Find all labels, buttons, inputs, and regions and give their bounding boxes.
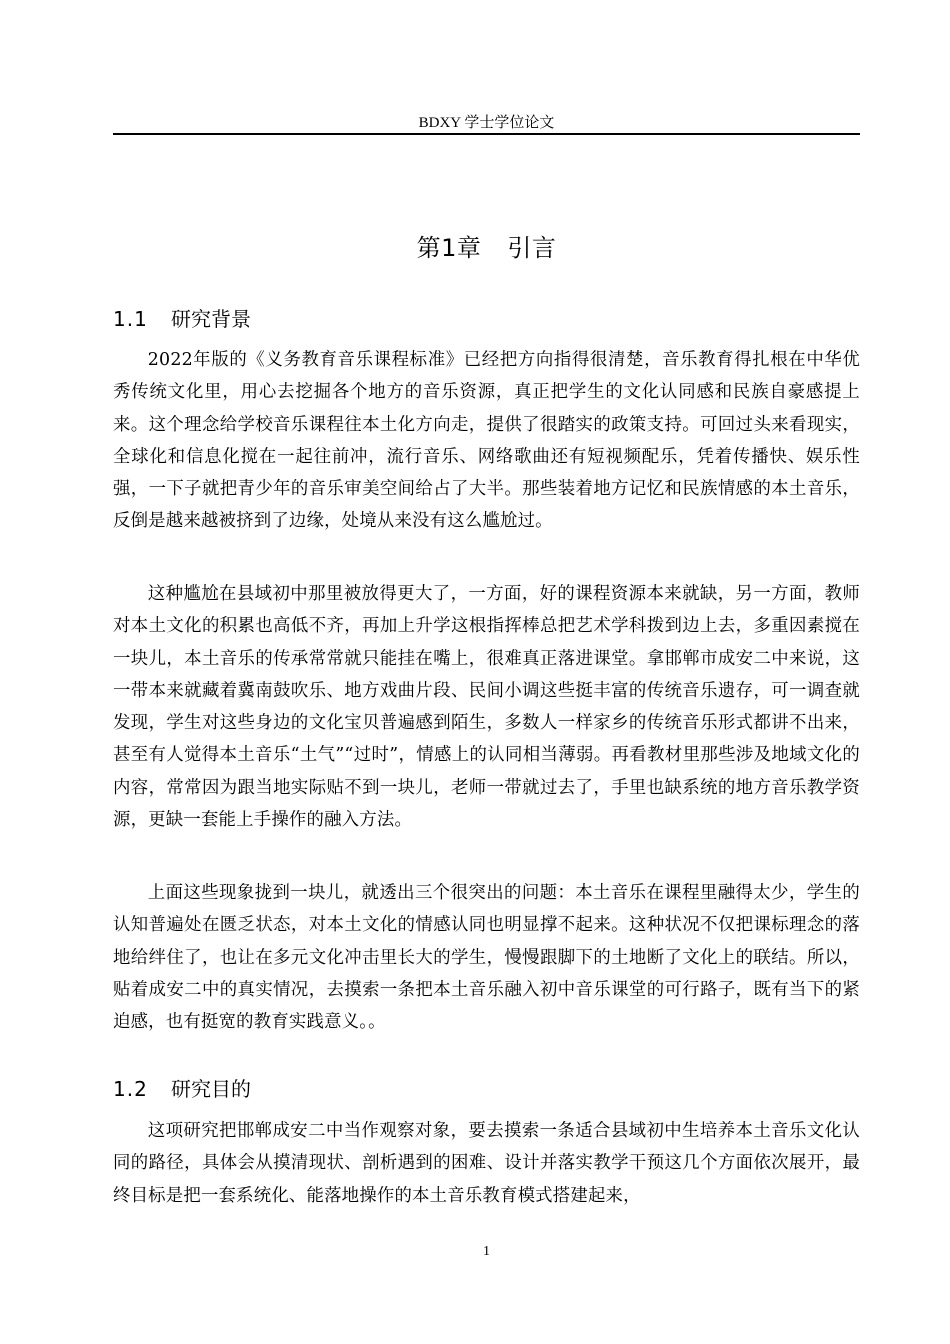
paragraph: 2022年版的《义务教育音乐课程标准》已经把方向指得很清楚，音乐教育得扎根在中华优秀传统文化里，用心去挖掘各个地方的音乐资源，真正把学生的文化认同感和民族自豪感提上来。这个理念给学校音乐课程往本土化方向走，提供了很踏实的政策支持。可回过头来看现实，全球化和信息化搅在一起往前冲，流行音乐、网络歌曲还有短视频配乐，凭着传播快、娱乐性强，一下子就把青少年的音乐审美空间给占了大半。那些装着地方记忆和民族情感的本土音乐，反倒是越来越被挤到了边缘，处境从来没有这么尴尬过。 [113,350,860,532]
section-heading-1-2 [113,1075,860,1103]
section-heading-1-1 [113,305,860,333]
running-header: BDXY 学士学位论文 [418,115,555,131]
paragraph: 这种尴尬在县域初中那里被放得更大了，一方面，好的课程资源本来就缺，另一方面，教师对本土文化的积累也高低不齐，再加上升学这根指挥棒总把艺术学科拨到边上去，多重因素搅在一块儿，本土音乐的传承常常就只能挂在嘴上，很难真正落进课堂。拿邯郸市成安二中来说，这一带本来就藏着冀南鼓吹乐、地方戏曲片段、民间小调这些挺丰富的传统音乐遗存，可一调查就发现，学生对这些身边的文化宝贝普遍感到陌生，多数人一样家乡的传统音乐形式都讲不出来，甚至有人觉得本土音乐“土气”“过时”，情感上的认同相当薄弱。再看教材里那些涉及地域文化的内容，常常因为跟当地实际贴不到一块儿，老师一带就过去了，手里也缺系统的地方音乐教学资源，更缺一套能上手操作的融入方法。 [113,584,860,831]
chapter-title-text: 引言 [507,234,557,262]
page-number: 1 [483,1244,490,1259]
section-title-text: 研究背景 [171,307,251,331]
header-rule [113,133,860,135]
paragraph: 上面这些现象拢到一块儿，就透出三个很突出的问题：本土音乐在课程里融得太少，学生的认知普遍处在匮乏状态，对本土文化的情感认同也明显撑不起来。这种状况不仅把课标理念的落地给绊住了，也让在多元文化冲击里长大的学生，慢慢跟脚下的土地断了文化上的联结。所以，贴着成安二中的真实情况，去摸索一条把本土音乐融入初中音乐课堂的可行路子，既有当下的紧迫感，也有挺宽的教育实践意义。。 [113,883,860,1033]
chapter-title [113,232,860,264]
paragraph: 这项研究把邯郸成安二中当作观察对象，要去摸索一条适合县域初中生培养本土音乐文化认同的路径，具体会从摸清现状、剖析遇到的困难、设计并落实教学干预这几个方面依次展开，最终目标是把一套系统化、能落地操作的本土音乐教育模式搭建起来， [113,1121,860,1206]
section-number: 1.1 [113,307,148,331]
section-title-text: 研究目的 [171,1077,251,1101]
section-number: 1.2 [113,1077,148,1101]
chapter-number: 第1章 [416,234,482,262]
